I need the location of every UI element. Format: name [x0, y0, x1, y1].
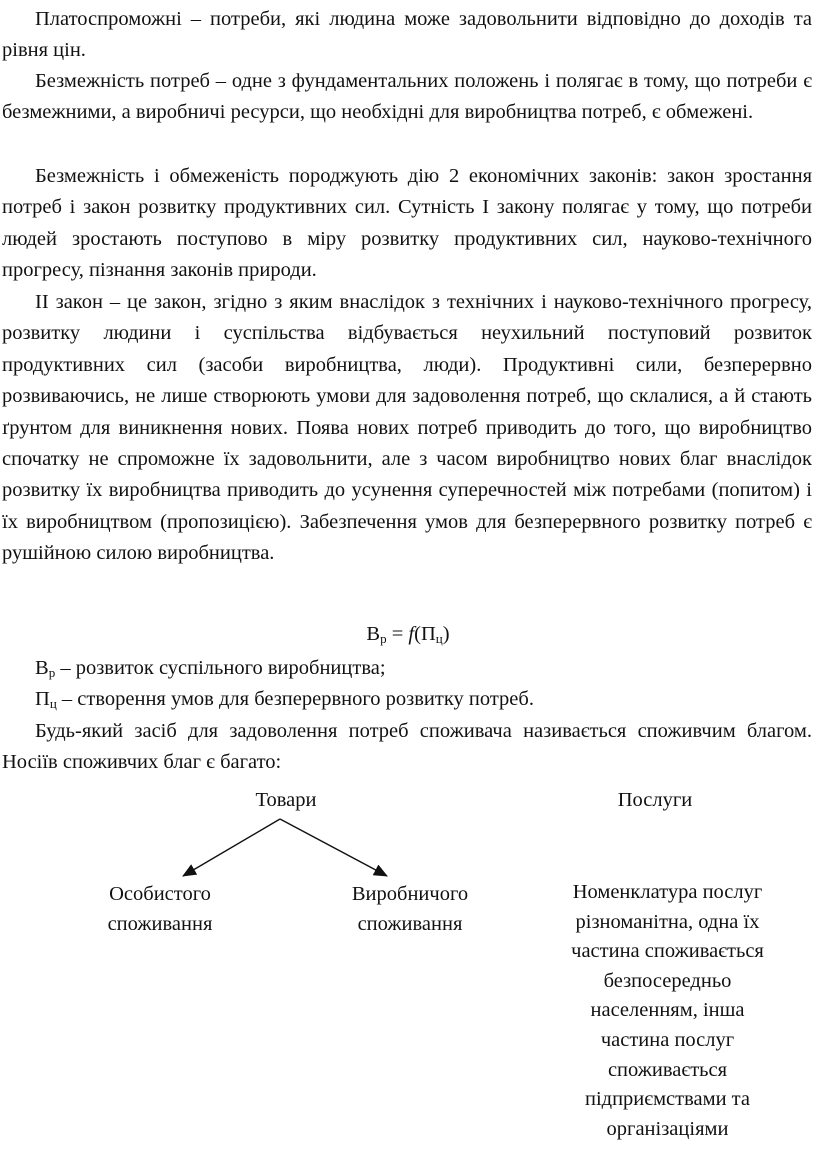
services-desc-line: різноманітна, одна їх	[575, 910, 760, 933]
definition-subscript: ц	[49, 696, 57, 711]
formula-eq: =	[386, 623, 409, 645]
formula-lhs: В	[366, 623, 381, 645]
arrow-to-industrial	[280, 819, 387, 876]
definition-symbol: П	[35, 688, 50, 710]
arrow-to-personal	[183, 819, 280, 876]
definition-text: – розвиток суспільного виробництва;	[55, 657, 386, 679]
paragraph-two-laws: Безмежність і обмеженість породжують дію 2 економічних законів: закон зростання потреб і закон розвитку продуктивних сил. Сутність І закону полягає у тому, що потреби людей зростають поступово в міру розвитку продуктивних сил, науково-технічного прогресу, пізнання законів природи.	[2, 165, 812, 282]
formula-arg-sub: ц	[435, 631, 443, 646]
services-desc-line: частина послуг	[600, 1028, 735, 1051]
services-desc-line: Номенклатура послуг	[572, 881, 763, 903]
services-desc-line: споживається	[607, 1058, 728, 1081]
formula-arg: П	[420, 623, 436, 645]
formula-lhs-sub: р	[380, 631, 387, 646]
diagram-personal-consumption	[90, 880, 230, 939]
formula-close: )	[442, 623, 450, 645]
diagram-services-description	[535, 878, 800, 1144]
paragraph-second-law: ІІ закон – це закон, згідно з яким внаслідок з технічних і науково-технічного прогресу, розвитку людини і суспільства відбувається неухильний поступовий розвиток продуктивних сил (засоби виробництва, люди). Продуктивні сили, безперервно розвиваючись, не лише створюють умови для задоволення потреб, що склалися, а й стають ґрунтом для виникнення нових. Поява нових потреб приводить до того, що виробництво спочатку не спроможне їх задовольнити, але з часом виробництво нових благ внаслідок розвитку їх виробництва приводить до усунення суперечностей між потребами (попитом) і їх виробництвом (пропозицією). Забезпечення умов для безперервного розвитку потреб є рушійною силою виробництва.	[2, 291, 812, 565]
formula-function: f	[408, 623, 415, 645]
definition-symbol: В	[35, 657, 49, 679]
formula-open: (	[414, 623, 421, 645]
paragraph-consumer-goods: Будь-який засіб для задоволення потреб споживача називається споживчим благом. Носіїв споживчих благ є багато:	[2, 720, 812, 774]
diagram-goods-label: Товари	[255, 789, 317, 811]
paragraph-solvent-needs: Платоспроможні – потреби, які людина може задовольнити відповідно до доходів та рівня цін.	[2, 8, 812, 62]
services-desc-line: підприємствами та	[584, 1088, 750, 1111]
services-desc-line: населенням, інша	[590, 999, 745, 1022]
paragraph-unlimited-needs: Безмежність потреб – одне з фундаментальних положень і полягає в тому, що потреби є безмежними, а виробничі ресурси, що необхідні для виробництва потреб, є обмежені.	[2, 70, 812, 124]
services-desc-line: безпосередньо	[603, 969, 732, 992]
personal-line-2: споживання	[107, 912, 213, 935]
services-desc-line: організаціями	[606, 1117, 729, 1140]
definition-subscript: р	[48, 665, 56, 680]
services-desc-line: частина споживається	[571, 940, 764, 963]
definition-text: – створення умов для безперервного розвитку потреб.	[56, 688, 534, 710]
diagram-industrial-consumption	[330, 880, 490, 939]
industrial-line-1: Виробничого	[351, 883, 469, 905]
diagram-services-label: Послуги	[617, 789, 693, 811]
personal-line-1: Особистого	[109, 883, 211, 905]
industrial-line-2: споживання	[357, 912, 463, 935]
